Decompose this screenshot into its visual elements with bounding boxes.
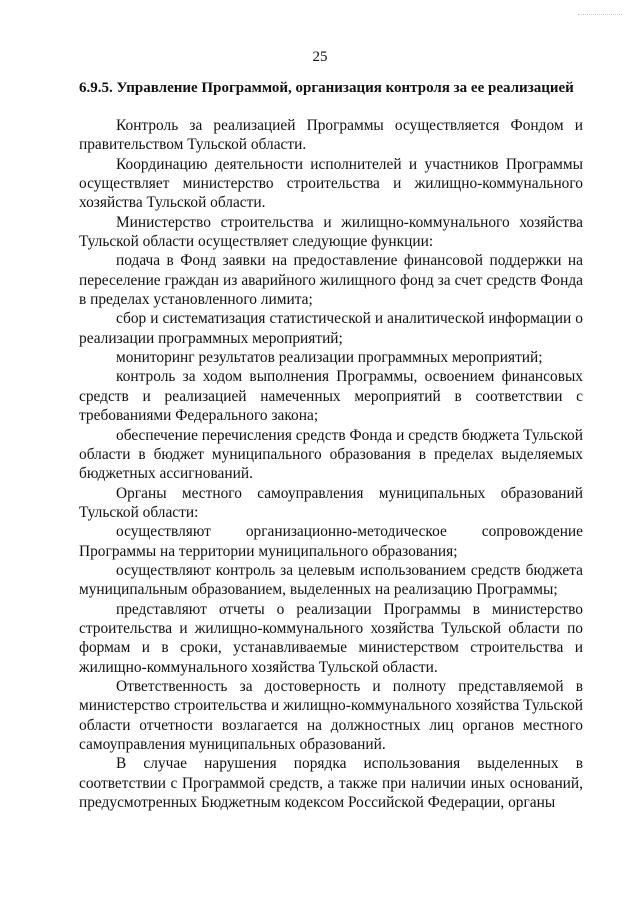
paragraph-responsibility: Ответственность за достоверность и полноту представляемой в министерство строительства и жилищно-коммунального хозяйства Тульской области отчетности возлагается на должностных лиц органов местного самоуправления муниципальных образований. [79, 677, 583, 753]
list-item-statistics: сбор и систематизация статистической и аналитической информации о реализации программных мероприятий; [79, 310, 583, 347]
paragraph-coordination: Координацию деятельности исполнителей и участников Программы осуществляет министерство строительства и жилищно-коммунального хозяйства Тульской области. [79, 155, 583, 212]
list-item-target-use-control: осуществляют контроль за целевым использованием средств бюджета муниципальным образованием, выделенных на реализацию Программы; [79, 561, 583, 599]
page-number: 25 [312, 49, 328, 65]
list-item-reports: представляют отчеты о реализации Программы в министерство строительства и жилищно-коммунального хозяйства Тульской области по формам и в сроки, устанавливаемые министерством строительства и жилищно-коммунального хозяйства Тульской области. [79, 600, 583, 676]
list-item-methodical-support: осуществляют организационно-методическое сопровождение Программы на территории муниципального образования; [79, 523, 583, 560]
list-item-fund-transfer: обеспечение перечисления средств Фонда и средств бюджета Тульской области в бюджет муниципального образования в пределах выделяемых бюджетных ассигнований. [79, 426, 583, 483]
list-item-monitoring: мониторинг результатов реализации программных мероприятий; [116, 349, 543, 367]
paragraph-control: Контроль за реализацией Программы осуществляется Фондом и правительством Тульской области. [79, 117, 583, 154]
paragraph-local-authorities: Органы местного самоуправления муниципальных образований Тульской области: [79, 484, 583, 521]
list-item-progress-control: контроль за ходом выполнения Программы, освоением финансовых средств и реализацией намеченных мероприятий в соответствии с требованиями Федерального закона; [79, 368, 583, 425]
paragraph-violations: В случае нарушения порядка использования выделенных в соответствии с Программой средств, а также при наличии иных оснований, предусмотренных Бюджетным кодексом Российской Федерации, органы [79, 755, 583, 812]
paragraph-ministry-functions: Министерство строительства и жилищно-коммунального хозяйства Тульской области осуществляет следующие функции: [79, 213, 583, 251]
list-item-application: подача в Фонд заявки на предоставление финансовой поддержки на переселение граждан из аварийного жилищного фонд за счет средств Фонда в пределах установленного лимита; [79, 252, 583, 309]
scan-artifact [578, 14, 622, 17]
section-heading: 6.9.5. Управление Программой, организация контроля за ее реализацией [79, 80, 574, 96]
document-body [79, 116, 583, 812]
